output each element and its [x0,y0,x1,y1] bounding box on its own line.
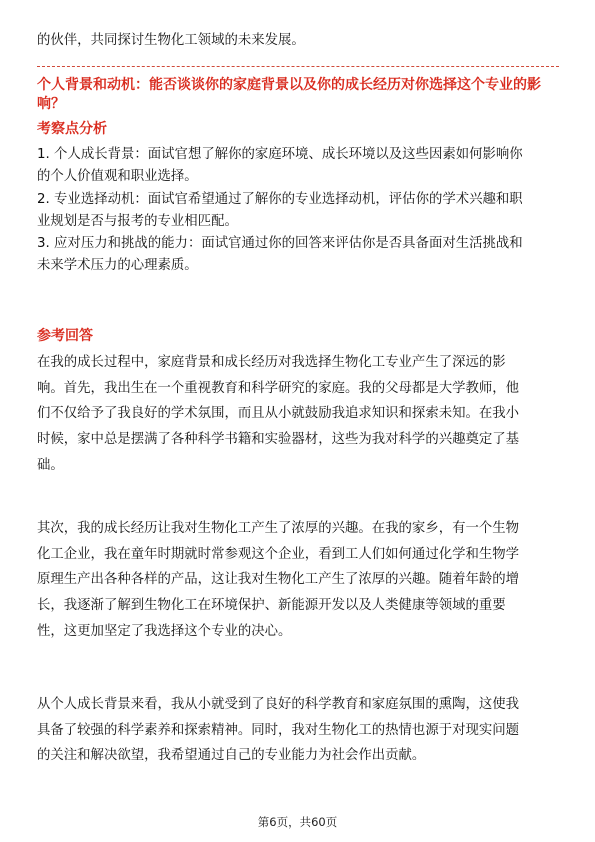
answer-section [37,326,520,764]
answer-heading: 参考回答 [37,328,93,344]
intro-tail-text: 的伙伴，共同探讨生物化工领域的未来发展。 [37,33,305,48]
analysis-line: 业规划是否与报考的专业相匹配。 [37,213,238,229]
analysis-line: 3. 应对压力和挑战的能力：面试官通过你的回答来评估你是否具备面对生活挑战和 [37,236,523,252]
paragraph-line: 长，我逐渐了解到生物化工在环境保护、新能源开发以及人类健康等领域的重要 [37,598,506,614]
analysis-line: 1. 个人成长背景：面试官想了解你的家庭环境、成长环境以及这些因素如何影响你 [37,147,523,162]
analysis-line: 的个人价值观和职业选择。 [37,169,198,185]
question-heading [37,76,559,114]
paragraph-line: 从个人成长背景来看，我从小就受到了良好的科学教育和家庭氛围的熏陶，这使我 [37,697,520,712]
analysis-line: 未来学术压力的心理素质。 [37,258,198,274]
question-line: 个人背景和动机：能否谈谈你的家庭背景以及你的成长经历对你选择这个专业的影 [37,77,541,93]
paragraph-line: 时候，家中总是摆满了各种科学书籍和实验器材，这些为我对科学的兴趣奠定了基 [37,432,520,448]
paragraph-line: 础。 [37,457,64,473]
paragraph-line: 在我的成长过程中，家庭背景和成长经历对我选择生物化工专业产生了深远的影 [37,355,506,370]
answer-paragraph-2 [37,516,519,645]
paragraph-line: 性，这更加坚定了我选择这个专业的决心。 [37,623,292,639]
paragraph-line: 们不仅给予了我良好的学术氛围，而且从小就鼓励我追求知识和探索未知。在我小 [37,406,520,422]
analysis-section [37,119,523,278]
analysis-heading: 考察点分析 [37,121,107,137]
analysis-list [37,144,523,278]
section-divider [37,66,559,67]
paragraph-line: 化工企业，我在童年时期就时常参观这个企业，看到工人们如何通过化学和生物学 [37,546,520,562]
paragraph-line: 具备了较强的科学素养和探索精神。同时，我对生物化工的热情也源于对现实问题 [37,722,520,738]
paragraph-line: 响。首先，我出生在一个重视教育和科学研究的家庭。我的父母都是大学教师，他 [37,380,520,396]
answer-paragraph-1 [37,350,519,479]
paragraph-line: 原理生产出各种各样的产品，这让我对生物化工产生了浓厚的兴趣。随着年龄的增 [37,572,520,588]
answer-paragraph-3 [37,692,519,769]
page-footer: 第6页，共60页 [257,815,338,829]
question-line: 响？ [37,96,65,112]
paragraph-line: 其次，我的成长经历让我对生物化工产生了浓厚的兴趣。在我的家乡，有一个生物 [37,521,520,536]
analysis-line: 2. 专业选择动机：面试官希望通过了解你的专业选择动机，评估你的学术兴趣和职 [37,191,523,207]
paragraph-line: 的关注和解决欲望，我希望通过自己的专业能力为社会作出贡献。 [37,748,426,764]
